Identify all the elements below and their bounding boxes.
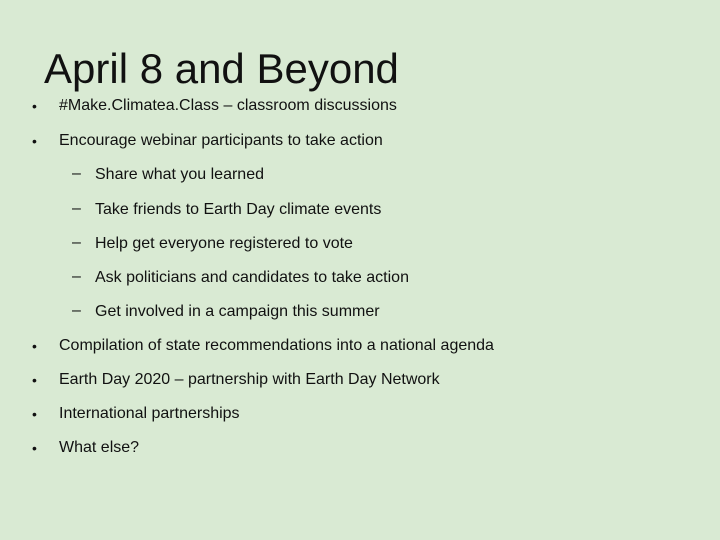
dash-icon: – (72, 234, 81, 251)
bullet-icon: • (32, 98, 37, 114)
dash-icon: – (72, 200, 81, 217)
bullet-text: What else? (59, 439, 140, 456)
sub-bullet-text: Help get everyone registered to vote (95, 235, 353, 252)
dash-icon: – (72, 165, 81, 182)
sub-bullet-text: Share what you learned (95, 166, 264, 183)
dash-icon: – (72, 302, 81, 319)
bullet-text: International partnerships (59, 405, 240, 422)
bullet-icon: • (32, 440, 37, 456)
bullet-text: Earth Day 2020 – partnership with Earth Day Network (59, 371, 440, 388)
sub-bullet-text: Ask politicians and candidates to take action (95, 269, 409, 286)
bullet-text: Compilation of state recommendations into a national agenda (59, 337, 494, 354)
dash-icon: – (72, 268, 81, 285)
slide-title: April 8 and Beyond (44, 45, 399, 92)
bullet-icon: • (32, 338, 37, 354)
bullet-icon: • (32, 406, 37, 422)
sub-bullet-text: Get involved in a campaign this summer (95, 303, 380, 320)
bullet-text: #Make.Climatea.Class – classroom discussions (59, 97, 397, 114)
bullet-text: Encourage webinar participants to take action (59, 132, 383, 149)
bullet-icon: • (32, 133, 37, 149)
bullet-icon: • (32, 372, 37, 388)
sub-bullet-text: Take friends to Earth Day climate events (95, 201, 382, 218)
